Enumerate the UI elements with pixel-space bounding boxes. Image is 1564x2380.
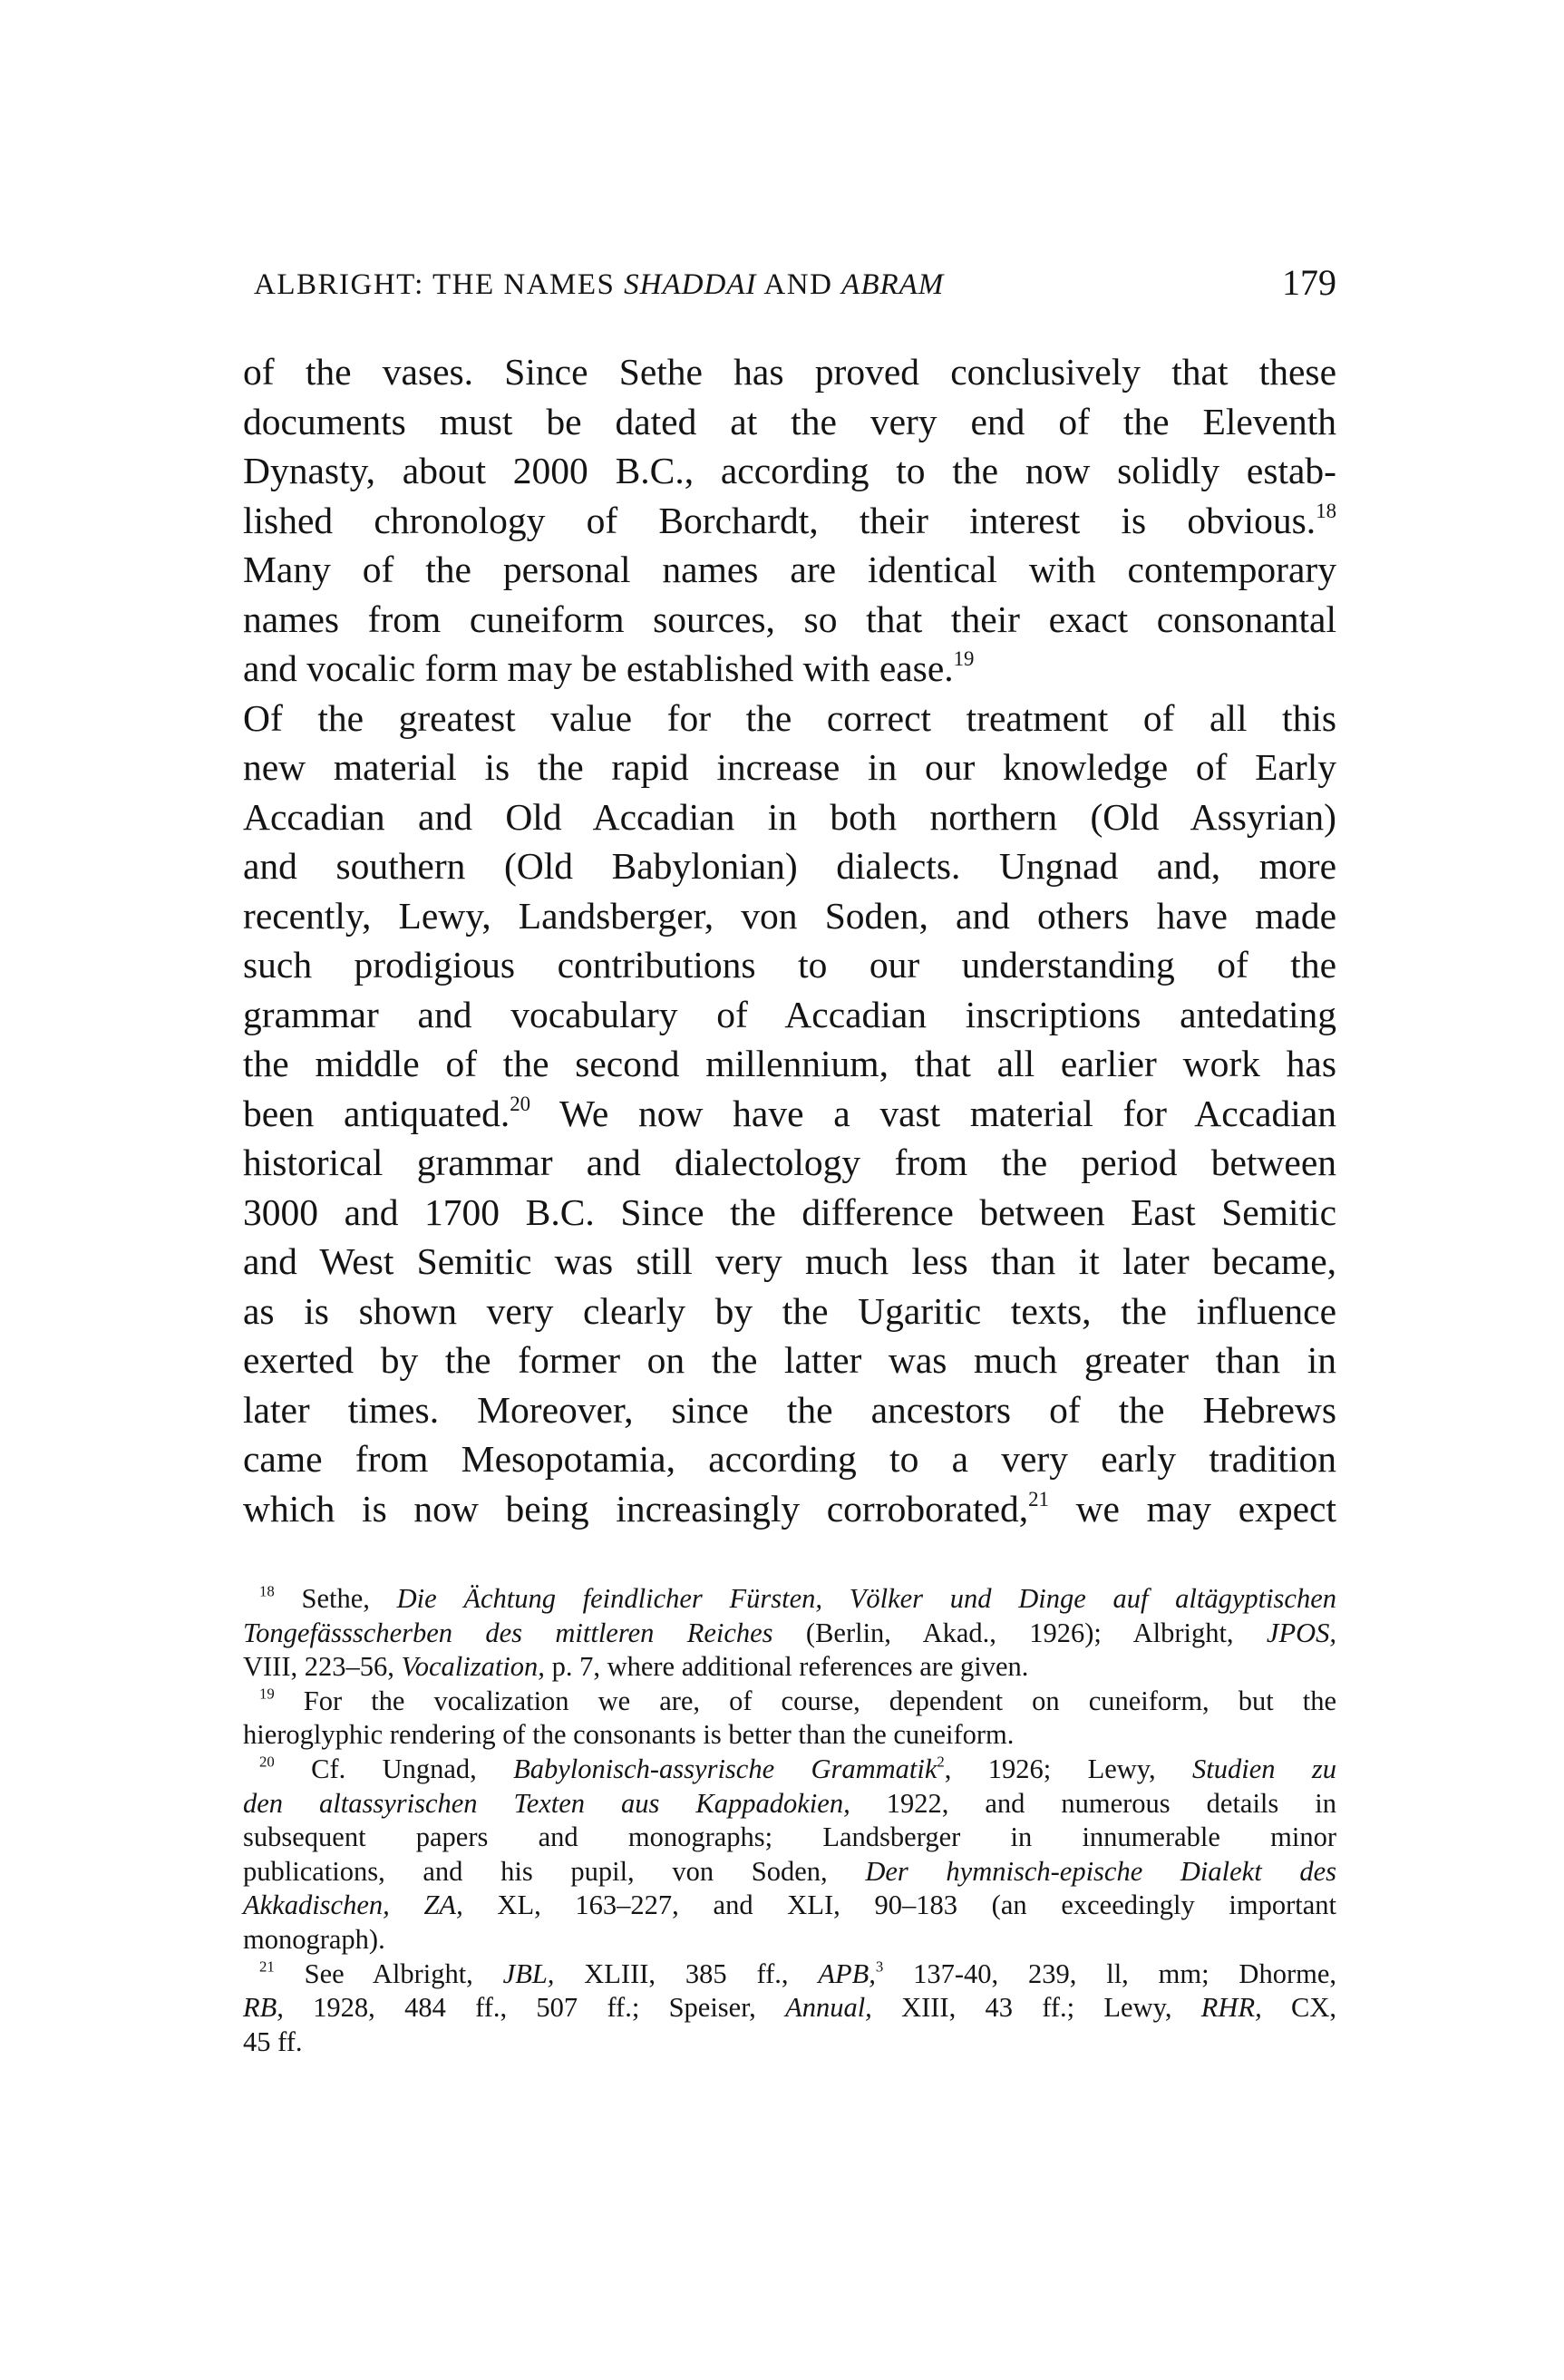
fn-segment: XLIII, 385 ff., (554, 1957, 819, 1989)
footnote-line (243, 2025, 1336, 2060)
text-line: historical grammar and dialectology from the period between (243, 1141, 1336, 1183)
fn-italic: Vocalization, (401, 1651, 545, 1683)
text-line: later times. Moreover, since the ancestors of the Hebrews (243, 1388, 1336, 1431)
text-line: the middle of the second millennium, that all earlier work has (243, 1043, 1336, 1084)
fn-segment: 1922, and numerous details in (850, 1787, 1337, 1819)
fn-italic: RHR, (1200, 1992, 1262, 2024)
text-line: Dynasty, about 2000 B.C., according to the now solidly estab- (243, 450, 1336, 491)
fn-segment: monograph). (243, 1923, 385, 1955)
fn-segment: hieroglyphic rendering of the consonants is better than the cuneiform. (243, 1719, 1015, 1751)
text-line: 3000 and 1700 B.C. Since the difference between East Semitic (243, 1190, 1336, 1233)
text-line: exerted by the former on the latter was much greater than in (243, 1339, 1336, 1381)
footnote-line (243, 1582, 1336, 1617)
fn-italic: Annual, (785, 1992, 872, 2024)
footnote-line (243, 1923, 1336, 1957)
fn-italic: Die Ächtung feindlicher Fürsten, Völker und Dinge auf altägyptischen (396, 1583, 1337, 1614)
fn-segment: publications, and his pupil, von Soden, (243, 1855, 866, 1887)
text-line: documents must be dated at the very end of the Eleventh (243, 400, 1336, 442)
footnote-mark: 21 (259, 1957, 275, 1975)
footnotes (243, 1582, 1336, 2059)
footnote-mark: 20 (259, 1753, 275, 1771)
text-line: new material is the rapid increase in our knowledge of Early (243, 746, 1336, 788)
fn-italic: Tongefässscherben des mittleren Reiches (243, 1617, 773, 1648)
fn-segment: XL, 163–227, and XLI, 90–183 (an exceedingly important (462, 1889, 1337, 1921)
main-text (243, 347, 1336, 1533)
text-line: names from cuneiform sources, so that their exact consonantal (243, 597, 1336, 640)
text-line: of the vases. Since Sethe has proved conclusively that these (243, 351, 1336, 393)
fn-italic: JPOS, (1266, 1617, 1336, 1648)
text-line: Many of the personal names are identical with contemporary (243, 549, 1336, 590)
fn-segment: See Albright, (274, 1957, 503, 1989)
running-title-prefix: ALBRIGHT: THE NAMES (254, 268, 625, 301)
footnote-line (243, 1787, 1336, 1821)
text-line: Of the greatest value for the correct treatment of all this (243, 696, 1336, 739)
text-line: grammar and vocabulary of Accadian inscriptions antedating (243, 993, 1336, 1035)
fn-segment: Sethe, (274, 1583, 397, 1614)
fn-italic: Der hymnisch-epische Dialekt des (865, 1855, 1337, 1887)
fn-segment: XIII, 43 ff.; Lewy, (871, 1992, 1201, 2024)
fn-italic: RB, (243, 1992, 284, 2024)
text-segment: We now have a vast material for Accadian (530, 1092, 1336, 1134)
footnote-line (243, 1753, 1336, 1787)
fn-superscript: 3 (875, 1957, 884, 1975)
text-segment: we may expect (1048, 1487, 1336, 1530)
footnote-line (243, 1889, 1336, 1923)
fn-segment: VIII, 223–56, (243, 1651, 402, 1683)
fn-segment: p. 7, where additional references are given. (544, 1651, 1029, 1683)
fn-segment: , 1926; Lewy, (944, 1753, 1193, 1784)
text-line: as is shown very clearly by the Ugaritic texts, the influence (243, 1289, 1336, 1332)
footnote-line (243, 1855, 1336, 1889)
footnote-line (243, 1650, 1336, 1685)
footnote-line (243, 1718, 1336, 1753)
footnote-line (243, 1685, 1336, 1719)
footnote-mark: 18 (259, 1582, 275, 1600)
footnote-mark: 19 (259, 1685, 275, 1703)
text-line (243, 1484, 1336, 1534)
fn-segment: (Berlin, Akad., 1926); Albright, (772, 1617, 1267, 1648)
running-title-abram: ABRAM (841, 268, 945, 301)
text-line (243, 644, 1336, 694)
text-line: such prodigious contributions to our understanding of the (243, 944, 1336, 986)
text-segment: which is now being increasingly corroborated, (243, 1487, 1029, 1530)
fn-segment: 45 ff. (243, 2025, 303, 2057)
fn-segment: subsequent papers and monographs; Landsberger in innumerable minor (243, 1821, 1336, 1853)
fn-italic: Studien zu (1192, 1753, 1336, 1784)
running-title-and: AND (756, 268, 842, 301)
footnote-ref: 20 (510, 1092, 531, 1115)
text-segment: and vocalic form may be established with ease. (243, 647, 954, 689)
footnote-ref: 19 (953, 646, 975, 670)
fn-italic: JBL, (502, 1957, 555, 1989)
fn-italic: den altassyrischen Texten aus Kappadokien, (243, 1787, 850, 1819)
footnote-ref: 21 (1028, 1487, 1049, 1511)
running-title-shaddai: SHADDAI (624, 268, 757, 301)
fn-italic: Akkadischen, ZA, (243, 1889, 463, 1921)
footnote-line (243, 1821, 1336, 1855)
text-line: and West Semitic was still very much less than it later became, (243, 1240, 1336, 1282)
page-number: 179 (1282, 262, 1336, 303)
fn-segment: Cf. Ungnad, (274, 1753, 514, 1784)
text-line: recently, Lewy, Landsberger, von Soden, and others have made (243, 894, 1336, 937)
fn-italic: Babylonisch-assyrische Grammatik (513, 1753, 937, 1784)
text-line: and southern (Old Babylonian) dialects. Ungnad and, more (243, 845, 1336, 887)
fn-segment: 137-40, 239, ll, mm; Dhorme, (883, 1957, 1336, 1989)
running-title (254, 268, 944, 302)
fn-segment: CX, (1261, 1992, 1336, 2024)
text-line (243, 496, 1336, 546)
fn-segment: 1928, 484 ff., 507 ff.; Speiser, (283, 1992, 786, 2024)
fn-italic: APB, (818, 1957, 876, 1989)
running-header (243, 261, 1336, 316)
footnote-line (243, 1617, 1336, 1651)
footnote-line (243, 1991, 1336, 2025)
text-line (243, 1089, 1336, 1139)
footnote-ref: 18 (1316, 499, 1336, 522)
text-line: Accadian and Old Accadian in both northern (Old Assyrian) (243, 795, 1336, 838)
fn-segment: For the vocalization we are, of course, dependent on cuneiform, but the (274, 1685, 1336, 1716)
footnote-line (243, 1957, 1336, 1992)
text-segment: been antiquated. (243, 1092, 510, 1134)
text-segment: lished chronology of Borchardt, their interest is obvious. (243, 499, 1316, 541)
fn-superscript: 2 (937, 1753, 945, 1771)
text-line: came from Mesopotamia, according to a very early tradition (243, 1438, 1336, 1480)
